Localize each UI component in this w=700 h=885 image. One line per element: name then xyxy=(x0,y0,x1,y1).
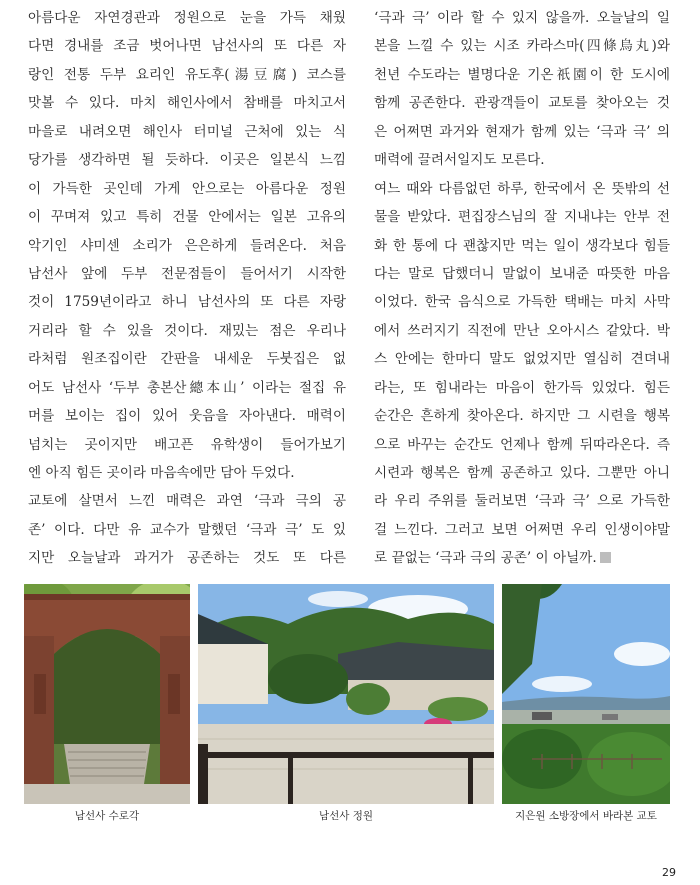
text-line: 시련과 행복은 함께 공존하고 있다. 그뿐만 아니 xyxy=(374,465,670,481)
article-right-column xyxy=(374,4,670,573)
text-line: 화 한 통에 다 괜찮지만 먹는 일이 생각보다 힘들 xyxy=(374,237,670,254)
text-line: 넘치는 곳이지만 배고픈 유학생이 들어가보기 xyxy=(28,436,346,453)
text-line: 머를 보이는 집이 있어 웃음을 자아낸다. 매력이 xyxy=(28,408,346,425)
garden-photo xyxy=(198,584,494,804)
text-line: 천년 수도라는 별명다운 기온祇園이 한 도시에 xyxy=(374,66,670,83)
text-line: 다면 경내를 조금 벗어나면 남선사의 또 다른 자 xyxy=(28,38,346,55)
text-line: 마을로 내려오면 해인사 터미널 근처에 있는 식 xyxy=(28,123,346,140)
text-line: 함께 공존한다. 관광객들이 교토를 찾아오는 것 xyxy=(374,95,670,112)
text-line: 스 안에는 한마디 말도 없었지만 열심히 견뎌내 xyxy=(374,351,670,368)
text-line: 악기인 샤미센 소리가 은은하게 들려온다. 처음 xyxy=(28,237,346,254)
text-line: 존’ 이다. 다만 유 교수가 말했던 ‘극과 극’ 도 있 xyxy=(28,521,346,538)
photo-caption-3: 지은원 소방장에서 바라본 교토 xyxy=(515,810,657,822)
text-line: 엔 아직 힘든 곳이라 마음속에만 담아 두었다. xyxy=(28,465,295,481)
text-line: 이었다. 한국 음식으로 가득한 택배는 마치 사막 xyxy=(374,294,670,311)
text-line: 라는, 또 힘내라는 마음이 한가득 있었다. 힘든 xyxy=(374,379,670,396)
text-line: 남선사 앞에 두부 전문점들이 들어서기 시작한 xyxy=(28,265,346,282)
article-left-column xyxy=(28,4,346,573)
end-mark-icon xyxy=(600,552,611,563)
photo-strip xyxy=(0,584,700,814)
text-line: 라처럼 원조집이란 간판을 내세운 두붓집은 없 xyxy=(28,351,346,368)
city-view-photo xyxy=(502,584,670,804)
aqueduct-photo xyxy=(24,584,190,804)
text-line: 지만 오늘날과 과거가 공존하는 것도 또 다른 xyxy=(28,550,346,567)
text-line: 로 끝없는 ‘극과 극의 공존’ 이 아닐까. xyxy=(374,544,670,572)
text-line: 맛볼 수 있다. 마치 해인사에서 참배를 마치고서 xyxy=(28,95,346,112)
text-line: 여느 때와 다름없던 하루, 한국에서 온 뜻밖의 선 xyxy=(374,180,670,197)
text-line: 본을 느낄 수 있는 시조 카라스마(四條烏丸)와 xyxy=(374,38,670,55)
text-line: 에서 쓰러지기 직전에 만난 오아시스 같았다. 박 xyxy=(374,322,670,339)
text-line: 아름다운 자연경관과 정원으로 눈을 가득 채웠 xyxy=(28,10,346,26)
text-line: 이 가득한 곳인데 가게 안으로는 아름다운 정원 xyxy=(28,180,346,197)
text-line: 물을 받았다. 편집장스님의 잘 지내냐는 안부 전 xyxy=(374,209,670,226)
text-line: 매력에 끌려서일지도 모른다. xyxy=(374,152,545,169)
text-line: 어도 남선사 ‘두부 총본산總本山’ 이라는 절집 유 xyxy=(28,379,346,396)
text-line: 이 꾸며져 있고 특히 건물 안에서는 일본 고유의 xyxy=(28,209,346,226)
text-line: 은 어쩌면 과거와 현재가 함께 있는 ‘극과 극’ 의 xyxy=(374,123,670,140)
text-line: 순간은 흔하게 찾아온다. 하지만 그 시련을 행복 xyxy=(374,408,670,425)
text-line: 교토에 살면서 느낀 매력은 과연 ‘극과 극의 공 xyxy=(28,493,346,510)
text-line: 라 우리 주위를 둘러보면 ‘극과 극’ 으로 가득한 xyxy=(374,493,670,510)
photo-caption-1: 남선사 수로각 xyxy=(74,810,140,822)
text-line: 랑인 전통 두부 요리인 유도후(湯豆腐) 코스를 xyxy=(28,66,346,83)
text-line: 걸 느낀다. 그러고 보면 어쩌면 우리 인생이야말 xyxy=(374,521,670,538)
photo-caption-2: 남선사 정원 xyxy=(318,810,374,822)
text-line: ‘극과 극’ 이라 할 수 있지 않을까. 오늘날의 일 xyxy=(374,10,670,26)
text-line: 다는 말로 답했더니 말없이 보내준 따뜻한 마음 xyxy=(374,265,670,282)
text-line: 으로 바꾸는 순간도 언제나 함께 뒤따라온다. 즉 xyxy=(374,436,670,453)
page-number: 29 xyxy=(662,866,676,879)
text-line: 것이 1759년이라고 하니 남선사의 또 다른 자랑 xyxy=(28,294,346,311)
text-line: 당가를 생각하면 될 듯하다. 이곳은 일본식 느낌 xyxy=(28,152,346,169)
text-line: 거리라 할 수 있을 것이다. 재밌는 점은 우리나 xyxy=(28,322,346,339)
